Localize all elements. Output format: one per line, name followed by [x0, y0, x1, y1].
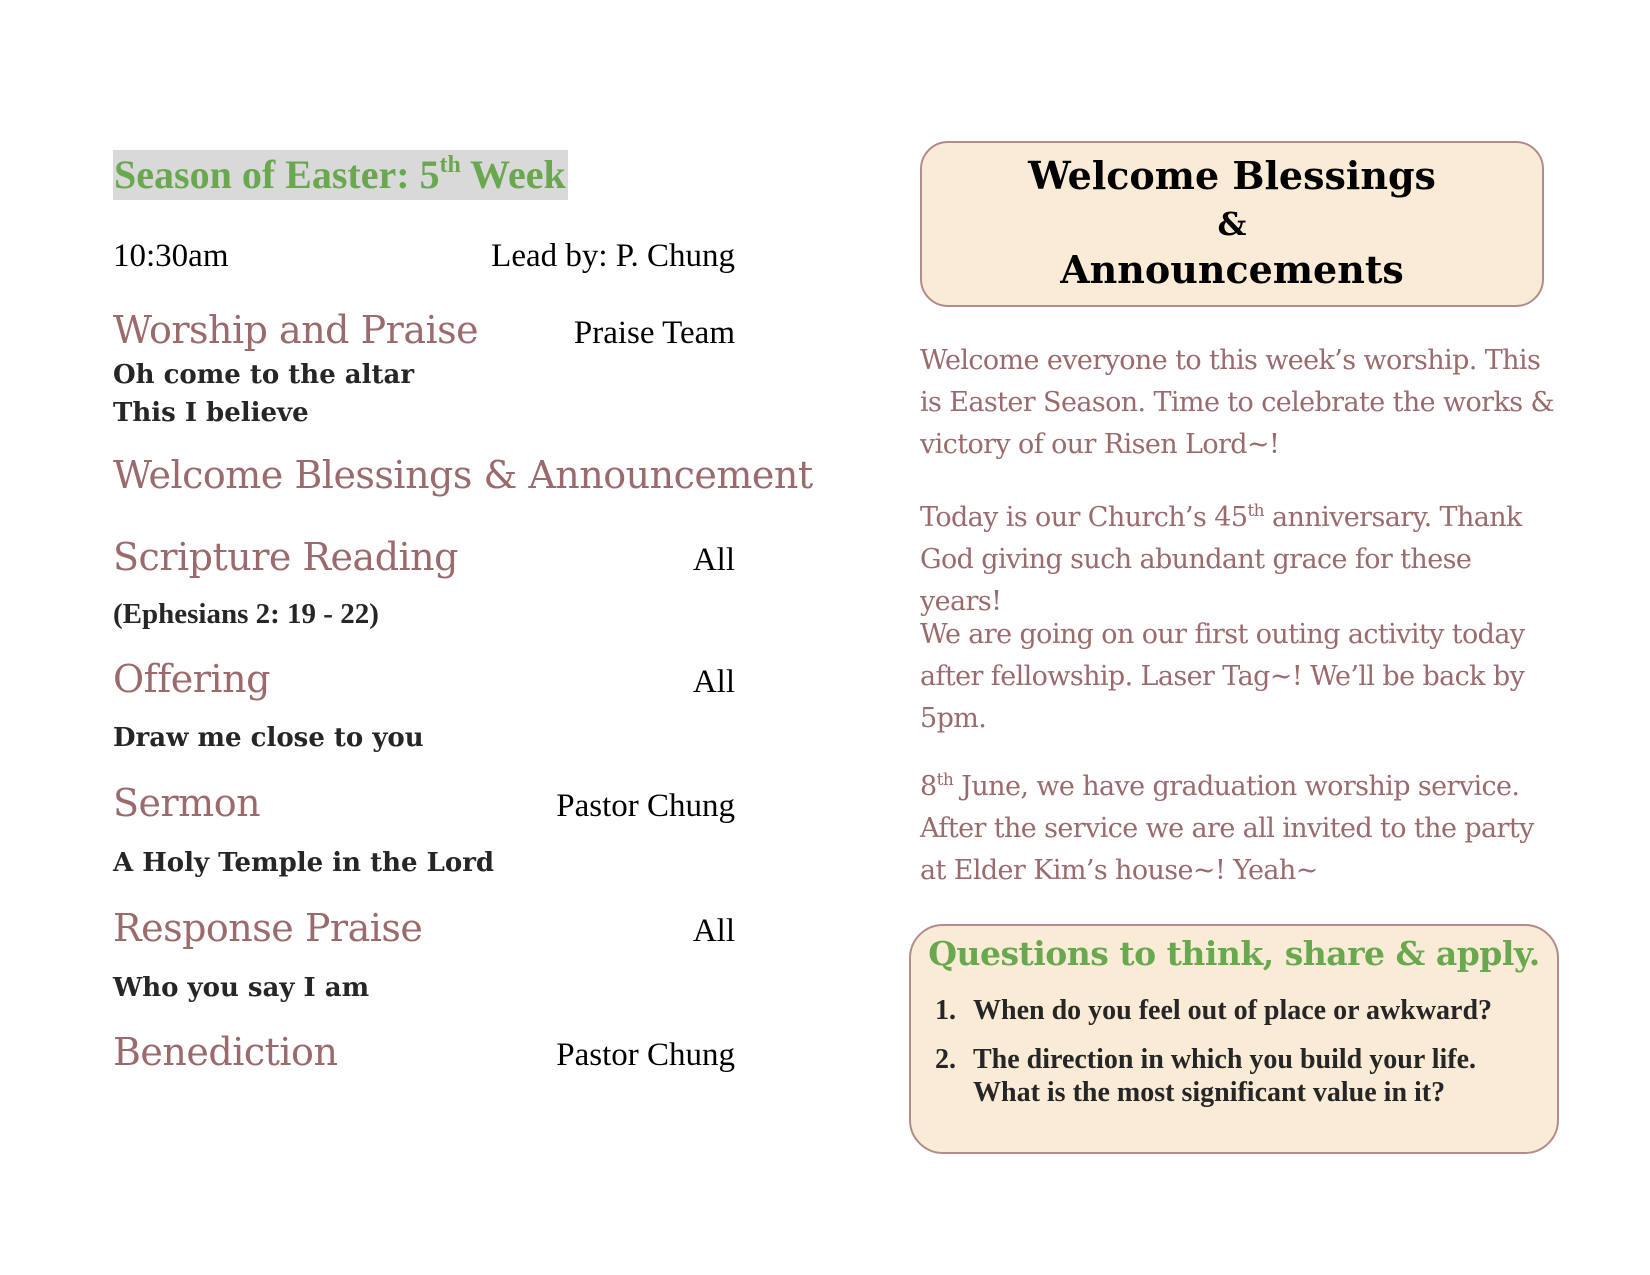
service-time: 10:30am: [113, 238, 229, 274]
question-number: 2.: [935, 1044, 956, 1075]
announcement-paragraph: Welcome everyone to this week’s worship. This is Easter Season. Time to celebrate the works & victory of our Risen Lord~!: [920, 345, 1554, 460]
order-item-offering: [113, 657, 735, 701]
song-line: This I believe: [113, 398, 309, 428]
question-number: 1.: [935, 995, 956, 1026]
song-line: Oh come to the altar: [113, 360, 415, 390]
item-title: Response Praise: [113, 906, 423, 950]
item-role: Praise Team: [573, 315, 735, 351]
question-text: When do you feel out of place or awkward?: [973, 995, 1493, 1026]
question-item: [935, 994, 1537, 1027]
service-leader: Lead by: P. Chung: [491, 238, 735, 274]
item-role: All: [692, 913, 735, 949]
order-item-response: [113, 906, 735, 950]
sermon-title: A Holy Temple in the Lord: [113, 848, 495, 878]
question-item: [935, 1043, 1537, 1109]
order-item-sermon: [113, 781, 735, 825]
item-title: Offering: [113, 657, 270, 701]
order-item-welcome: [113, 453, 813, 497]
order-item-scripture: [113, 535, 735, 579]
welcome-header-line1: Welcome Blessings: [1028, 153, 1436, 198]
order-item-benediction: [113, 1030, 735, 1074]
item-title: Worship and Praise: [113, 308, 479, 352]
item-title: Welcome Blessings & Announcement: [113, 453, 813, 497]
announcement-paragraph: We are going on our first outing activity today after fellowship. Laser Tag~! We’ll be back by 5pm.: [920, 619, 1525, 734]
order-item-worship: [113, 308, 735, 352]
item-title: Sermon: [113, 781, 261, 825]
welcome-header-line3: Announcements: [1060, 247, 1404, 292]
item-title: Benediction: [113, 1030, 338, 1074]
item-title: Scripture Reading: [113, 535, 458, 579]
item-role: Pastor Chung: [556, 788, 735, 824]
item-role: Pastor Chung: [556, 1037, 735, 1073]
service-info-row: [113, 238, 735, 275]
song-line: Draw me close to you: [113, 723, 424, 753]
item-role: All: [692, 664, 735, 700]
season-title: Season of Easter: 5th Week: [113, 150, 568, 200]
announcement-paragraph: 8th June, we have graduation worship service. After the service we are all invited to the party at Elder Kim’s house~! Yeah~: [920, 770, 1534, 886]
welcome-header-box: [920, 141, 1544, 307]
questions-box: [909, 924, 1559, 1154]
scripture-reference: (Ephesians 2: 19 - 22): [113, 598, 379, 630]
question-text: The direction in which you build your life. What is the most significant value in it?: [973, 1044, 1477, 1108]
welcome-header-ampersand: &: [1217, 205, 1247, 243]
item-role: All: [692, 542, 735, 578]
questions-title: Questions to think, share & apply.: [928, 934, 1540, 973]
song-line: Who you say I am: [113, 973, 370, 1003]
announcement-paragraph: Today is our Church’s 45th anniversary. Thank God giving such abundant grace for these years!: [920, 501, 1522, 617]
